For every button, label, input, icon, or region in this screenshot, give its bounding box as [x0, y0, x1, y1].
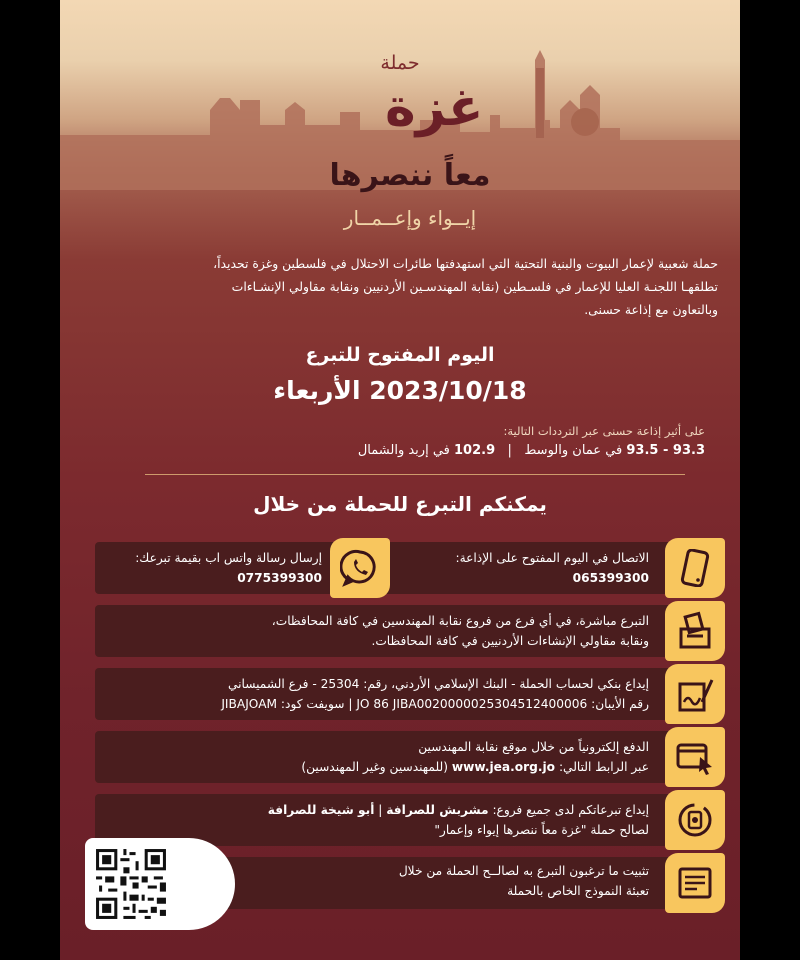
whatsapp-tile	[330, 538, 390, 598]
direct-donation-text	[107, 611, 649, 651]
exchange-company-1: مشربش للصرافة	[386, 803, 489, 817]
frequency-note: على أثير إذاعة حسنى عبر الترددات التالية:	[503, 424, 705, 438]
exchange-company-2: أبو شيخة للصرافة	[267, 803, 375, 817]
call-text	[400, 548, 649, 588]
bank-iban-line: رقم الأيبان: JO 86 JIBA0020000025304512400006 | سويفت كود: JIBAJOAM	[221, 697, 649, 711]
open-day-date-value: 2023/10/18	[369, 376, 527, 405]
exchange-tile	[665, 790, 725, 850]
whatsapp-number[interactable]: 0775399300	[237, 571, 322, 585]
wallet-click-icon	[674, 737, 716, 777]
online-payment-text	[107, 737, 649, 777]
campaign-intro	[90, 252, 718, 321]
phone-tile	[665, 538, 725, 598]
call-number[interactable]: 065399300	[572, 571, 649, 585]
bank-transfer-row	[95, 668, 715, 720]
divider	[145, 474, 685, 475]
swift-value[interactable]: JIBAJOAM	[221, 697, 278, 711]
intro-line: حملة شعبية لإعمار البيوت والبنية التحتية التي استهدفتها طائرات الاحتلال في فلسطين وغزة تحديداً،	[213, 256, 718, 271]
direct-line: التبرع مباشرة، في أي فرع من فروع نقابة المهندسين في كافة المحافظات،	[271, 614, 649, 628]
online-link-label: عبر الرابط التالي:	[558, 760, 649, 774]
phone-icon	[676, 549, 714, 587]
open-day-weekday: الأربعاء	[273, 376, 361, 405]
exchange-deposit-text	[107, 800, 649, 840]
frequency-amman: 93.5 - 93.3	[626, 443, 705, 458]
gaza-calligraphy: غزة	[385, 78, 484, 138]
iban-label: رقم الأيبان:	[591, 697, 649, 711]
exchange-line	[107, 800, 649, 820]
online-line: الدفع إلكترونياً من خلال موقع نقابة المهندسين	[418, 740, 649, 754]
frequency-separator: |	[507, 443, 512, 458]
form-document-icon	[675, 863, 715, 903]
direct-line: ونقابة مقاولي الإنشاءات الأردنيين في كافة المحافظات.	[371, 634, 649, 648]
frequency-irbid: 102.9	[454, 443, 496, 458]
direct-donation-row	[95, 605, 715, 657]
campaign-slogan: معاً ننصرها	[329, 158, 491, 193]
campaign-poster	[60, 0, 740, 960]
whatsapp-text	[107, 548, 322, 588]
donation-section-title: يمكنكم التبرع للحملة من خلال	[253, 492, 547, 516]
online-link-line	[107, 757, 649, 777]
form-line: تثبيت ما ترغبون التبرع به لصالــح الحملة من خلال	[398, 864, 649, 878]
form-text	[265, 861, 649, 901]
open-day-date	[60, 376, 740, 405]
open-day-title: اليوم المفتوح للتبرع	[305, 344, 495, 366]
exchange-label: إيداع تبرعاتكم لدى جميع فروع:	[492, 803, 649, 817]
contact-row	[95, 542, 715, 594]
ballot-box-tile	[665, 601, 725, 661]
whatsapp-icon	[340, 548, 380, 588]
call-label: الاتصال في اليوم المفتوح على الإذاعة:	[455, 551, 649, 565]
intro-line: تطلقهـا اللجنـة العليا للإعمار في فلسـطين (نقابة المهندسـين الأردنيين ونقابة مقاولي الإنشـاءات	[231, 279, 718, 294]
form-tile	[665, 853, 725, 913]
exchange-separator: |	[378, 803, 383, 817]
money-exchange-icon	[675, 800, 715, 840]
iban-value[interactable]: JO 86 JIBA0020000025304512400006	[356, 697, 588, 711]
frequency-irbid-label: في إربد والشمال	[357, 443, 450, 458]
frequency-line	[60, 443, 705, 458]
intro-line: وبالتعاون مع إذاعة حسنى.	[584, 302, 718, 317]
online-link-note: (للمهندسين وغير المهندسين)	[301, 760, 448, 774]
exchange-line-2: لصالح حملة "غزة معاً ننصرها إيواء وإعمار"	[434, 823, 649, 837]
swift-label: سويفت كود:	[280, 697, 345, 711]
online-payment-row	[95, 731, 715, 783]
frequency-amman-label: في عمان والوسط	[524, 443, 623, 458]
form-line: تعبئة النموذج الخاص بالحملة	[507, 884, 649, 898]
campaign-word: حملة	[380, 52, 420, 74]
qr-code[interactable]	[93, 846, 169, 922]
bank-line: إيداع بنكي لحساب الحملة - البنك الإسلامي الأردني، رقم: 25304 - فرع الشميساني	[227, 677, 649, 691]
signature-document-icon	[674, 674, 716, 714]
donation-box-icon	[675, 611, 715, 651]
jea-website-link[interactable]: www.jea.org.jo	[451, 760, 556, 774]
bank-transfer-text	[107, 674, 649, 714]
bank-tile	[665, 664, 725, 724]
online-tile	[665, 727, 725, 787]
campaign-subslogan: إيــواء وإعــمــار	[343, 206, 477, 230]
whatsapp-label: إرسال رسالة واتس اب بقيمة تبرعك:	[135, 551, 322, 565]
